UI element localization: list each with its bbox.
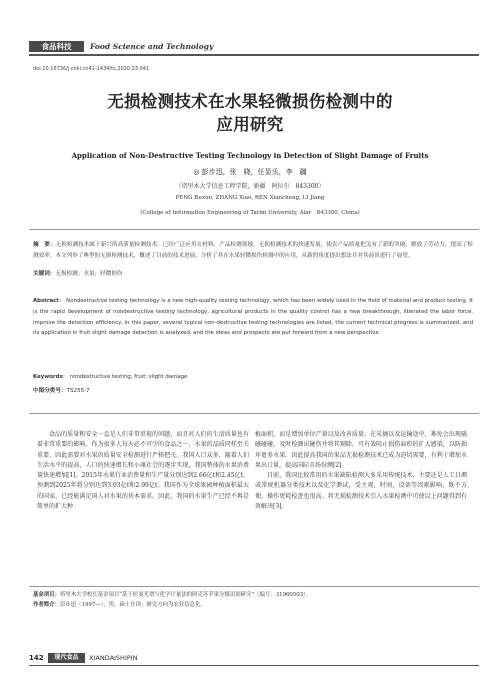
funding (33, 590, 473, 600)
author-bio (33, 600, 473, 610)
body-paragraph: 食品的质量和安全一直是人们非常重视的问题，而且对人们的生活质量也有着非常重要的影响。作为很多人每天必不可少的食品之一，水果的品质同样至关重要，因此需要对水果的质量安全检测进行严格把关。我国人口众多，随着人们生活水平的提高，人口的快速增长和小康社会的逐步实现，我国整体的水果消费量快速增加[1]。2015年水果行业消费量和生产量分别达到2.66亿t和2.45亿t，预测到2025年将分别达到3.03亿t和2.99亿t。我国作为全球果园种植面积最大的国家，已经能满足国人对水果的基本需求。因此，我国的水果生产已经不再是简单的扩大种 (37, 431, 249, 511)
abstract-en-text: Nondestructive testing technology is a new high-quality testing technology, which has been widely used in the field of material and product testing. It is the rapid development of nondestructive testing technology, agricultural products in the quality control has a new breakthrough, liberated the labor force, improve the detection efficiency. In this paper, several typical non-destructive testing technologies are listed, the current technical progress is summarized, and its application in fruit slight damage detection is analyzed, and the ideas and prospects are put forward from a new perspective. (33, 298, 474, 337)
footnote-rule (29, 586, 479, 587)
footnote (33, 590, 473, 610)
keywords-en-text: nondestructive testing; fruit; slight damage (69, 374, 188, 380)
header-rule (29, 54, 479, 56)
keywords-en (33, 372, 473, 383)
keywords-cn (33, 269, 473, 280)
title-en: Application of Non-Destructive Testing Technology in Detection of Slight Damage of Fruits (71, 151, 429, 160)
body-paragraph: 植面积，而是增加单位产量以及改善质量。在采摘以及运输途中，难免会出现磕碰碰碰，及时检测出碰伤并将其剔除，可有效阻止损伤面积的扩大感染，以防损坏更多水果。因此提高我国的果品无损检测技术已成为迫切需要，有利于增加水果出口量，提高国际市场份额[2]。 (255, 431, 467, 469)
body-paragraph: 目前，我国比较常用的水果缺陷检测大多采用传统技术，主要还是人工目测或常规机器分类技术以及化学测试，受主观，时间，设备等因素影响，既不方便，操作更耗检查也很高。将无损检测技术引入水果检测中可使以上问题得到有效解决[3]。 (255, 472, 467, 511)
body-column-right (255, 430, 467, 512)
title-line-1: 无损检测技术在水果轻微损伤检测中的 (107, 92, 393, 111)
journal-section-en: Food Science and Technology (90, 42, 214, 51)
funding-text: 塔里木大学校长基金项目“基于拉曼光谱与化学计量法的阿克苏苹果分级识别研究”（编号：31960503）。 (59, 592, 312, 598)
funding-label: 基金项目： (33, 592, 60, 598)
abstract-cn (33, 240, 473, 261)
authors: ◎ 彭步迅，张 晓，任显丞，李 疆 (193, 168, 307, 176)
title-line-2: 应用研究 (216, 115, 284, 134)
affiliation-en: (College of Information Engineering of Tarim University, Alar 843300, China) (140, 210, 360, 216)
abstract-en (33, 296, 473, 339)
footer-journal-box: 现代食品 (48, 653, 85, 663)
body-column-left (37, 430, 249, 512)
abstract-top-rule (29, 229, 479, 230)
keywords-cn-text: 无损检测；水果；轻微损伤 (55, 271, 123, 277)
doi: doi:10.16736/j.cnki.cn41-1434/ts.2020.23.041 (33, 66, 150, 72)
clc-number (33, 386, 473, 397)
affiliation: （塔里木大学信息工程学院，新疆 阿拉尔 843300） (175, 183, 325, 190)
abstract-cn-text: 无损检测技术属于新兴的高质量检测技术，已经广泛应用在材料、产品检测领域。无损检测技术的快速发展，使农产品质量把关有了新的突破，解放了劳动力，提高了检测效率。本文列举了典型的无损检测技术，概述了目前的技术进展，分析了其在水果轻微损伤检测中的应用，从新的角度提出想法并对其前景进行了展望。 (33, 242, 473, 259)
clc-text: TS255.7 (66, 388, 90, 394)
page-number: 142 (29, 654, 44, 662)
abstract-bottom-rule (29, 413, 479, 414)
abstract-en-label: Abstract： (33, 298, 65, 304)
author-bio-text: 彭步迅（1997—），男，硕士在读；研究方向为农业信息化。 (59, 602, 206, 608)
clc-label: 中图分类号： (33, 388, 67, 394)
author-bio-label: 作者简介： (33, 602, 60, 608)
abstract-cn-label: 摘 要： (33, 242, 56, 248)
keywords-cn-label: 关键词： (33, 271, 56, 277)
journal-section-label: 食品科技 (29, 41, 84, 52)
authors-en: PENG Buxun, ZHANG Xiao, REN Xiancheng, LI Jiang (175, 195, 325, 201)
footer-rule (29, 665, 479, 666)
footer-journal-en: XIANDAISHIPIN (89, 654, 138, 662)
keywords-en-label: Keywords： (33, 374, 69, 380)
